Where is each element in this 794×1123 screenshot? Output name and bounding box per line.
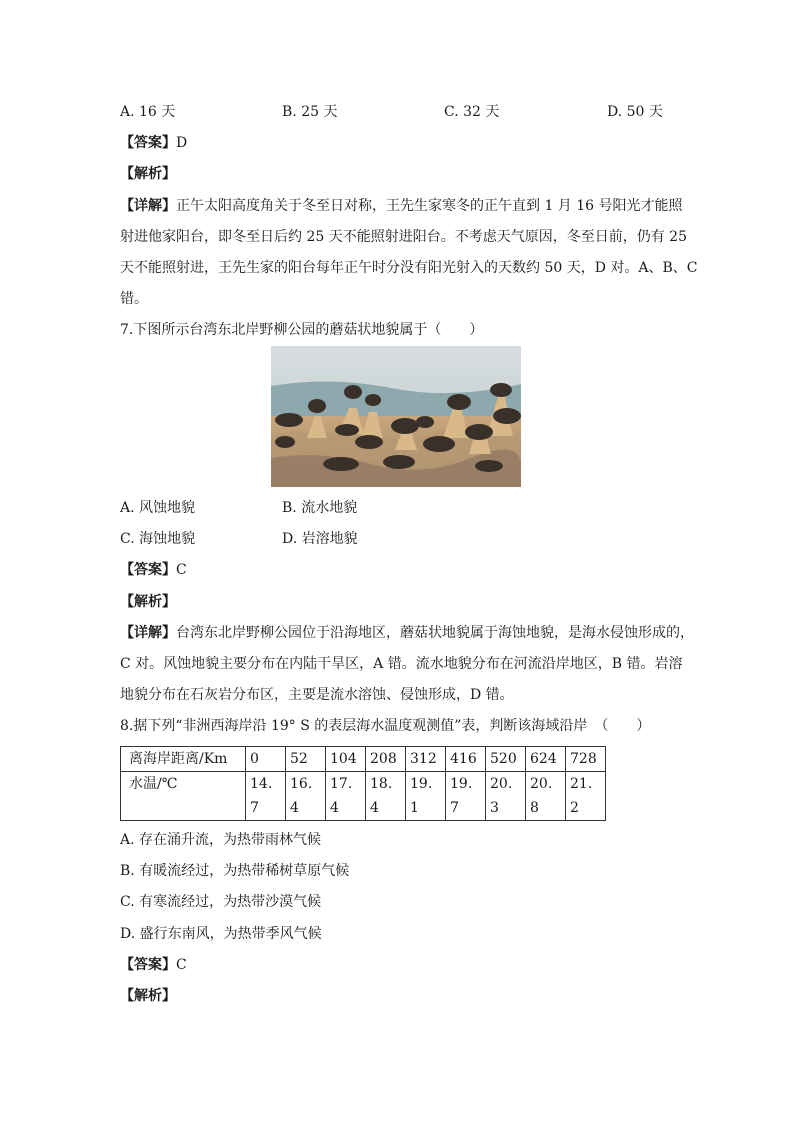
table-cell: 520 xyxy=(486,747,526,772)
table-cell: 19. 7 xyxy=(446,772,486,821)
q7-option-c: C. 海蚀地貌 xyxy=(120,531,196,547)
q8-question: 8.据下列“非洲西海岸沿 19° S 的表层海水温度观测值”表，判断该海域沿岸 （ ） xyxy=(120,718,651,734)
q6-option-d: D. 50 天 xyxy=(607,104,663,120)
table-cell: 20. 3 xyxy=(486,772,526,821)
q8-answer: 【答案】C xyxy=(120,957,187,973)
mushroom-rock-illustration xyxy=(271,346,521,487)
q7-analysis-heading: 【解析】 xyxy=(120,594,176,610)
q8-option-a: A. 存在涌升流，为热带雨林气候 xyxy=(120,832,322,848)
table-row xyxy=(121,772,606,821)
q7-detail-line-3: 地貌分布在石灰岩分布区，主要是流水溶蚀、侵蚀形成，D 错。 xyxy=(120,687,514,703)
q8-option-d: D. 盛行东南风，为热带季风气候 xyxy=(120,926,322,942)
q6-detail-line-2: 射进他家阳台，即冬至日后约 25 天不能照射进阳台。不考虑天气原因，冬至日前，仍有 25 xyxy=(120,229,687,245)
q7-question: 7.下图所示台湾东北岸野柳公园的蘑菇状地貌属于（ ） xyxy=(120,322,484,338)
table-cell: 312 xyxy=(406,747,446,772)
q6-detail-line-4: 错。 xyxy=(120,291,148,307)
q7-option-d: D. 岩溶地貌 xyxy=(282,531,358,547)
table-cell: 19. 1 xyxy=(406,772,446,821)
q6-detail-line-1: 【详解】正午太阳高度角关于冬至日对称，王先生家寒冬的正午直到 1 月 16 号阳光才能照 xyxy=(120,198,683,214)
table-cell: 728 xyxy=(566,747,606,772)
table-cell: 16. 4 xyxy=(286,772,326,821)
q6-answer: 【答案】D xyxy=(120,135,188,151)
q6-option-b: B. 25 天 xyxy=(282,104,338,120)
table-cell: 20. 8 xyxy=(526,772,566,821)
table-cell: 104 xyxy=(326,747,366,772)
q6-option-c: C. 32 天 xyxy=(444,104,500,120)
table-header-distance: 离海岸距离/Km xyxy=(121,747,246,772)
table-cell: 624 xyxy=(526,747,566,772)
sea-temperature-table xyxy=(120,746,606,821)
q7-option-a: A. 风蚀地貌 xyxy=(120,500,196,516)
mushroom-rock-photo xyxy=(271,346,521,487)
table-header-temperature: 水温/℃ xyxy=(121,772,246,821)
q7-answer: 【答案】C xyxy=(120,562,187,578)
table-cell: 52 xyxy=(286,747,326,772)
q6-analysis-heading: 【解析】 xyxy=(120,166,176,182)
q6-detail-line-3: 天不能照射进，王先生家的阳台每年正午时分没有阳光射入的天数约 50 天，D 对。A、B、C xyxy=(120,260,698,276)
q8-option-c: C. 有寒流经过，为热带沙漠气候 xyxy=(120,894,322,910)
table-cell: 0 xyxy=(246,747,286,772)
q8-option-b: B. 有暖流经过，为热带稀树草原气候 xyxy=(120,863,350,879)
q6-option-a: A. 16 天 xyxy=(120,104,176,120)
table-cell: 21. 2 xyxy=(566,772,606,821)
q7-option-b: B. 流水地貌 xyxy=(282,500,358,516)
table-row xyxy=(121,747,606,772)
table-cell: 208 xyxy=(366,747,406,772)
table-cell: 18. 4 xyxy=(366,772,406,821)
table-cell: 14. 7 xyxy=(246,772,286,821)
q7-detail-line-2: C 对。风蚀地貌主要分布在内陆干旱区，A 错。流水地貌分布在河流沿岸地区，B 错。岩溶 xyxy=(120,656,683,672)
table-cell: 416 xyxy=(446,747,486,772)
q8-analysis-heading: 【解析】 xyxy=(120,988,176,1004)
q7-detail-line-1: 【详解】台湾东北岸野柳公园位于沿海地区，蘑菇状地貌属于海蚀地貌，是海水侵蚀形成的， xyxy=(120,625,694,641)
table-cell: 17. 4 xyxy=(326,772,366,821)
